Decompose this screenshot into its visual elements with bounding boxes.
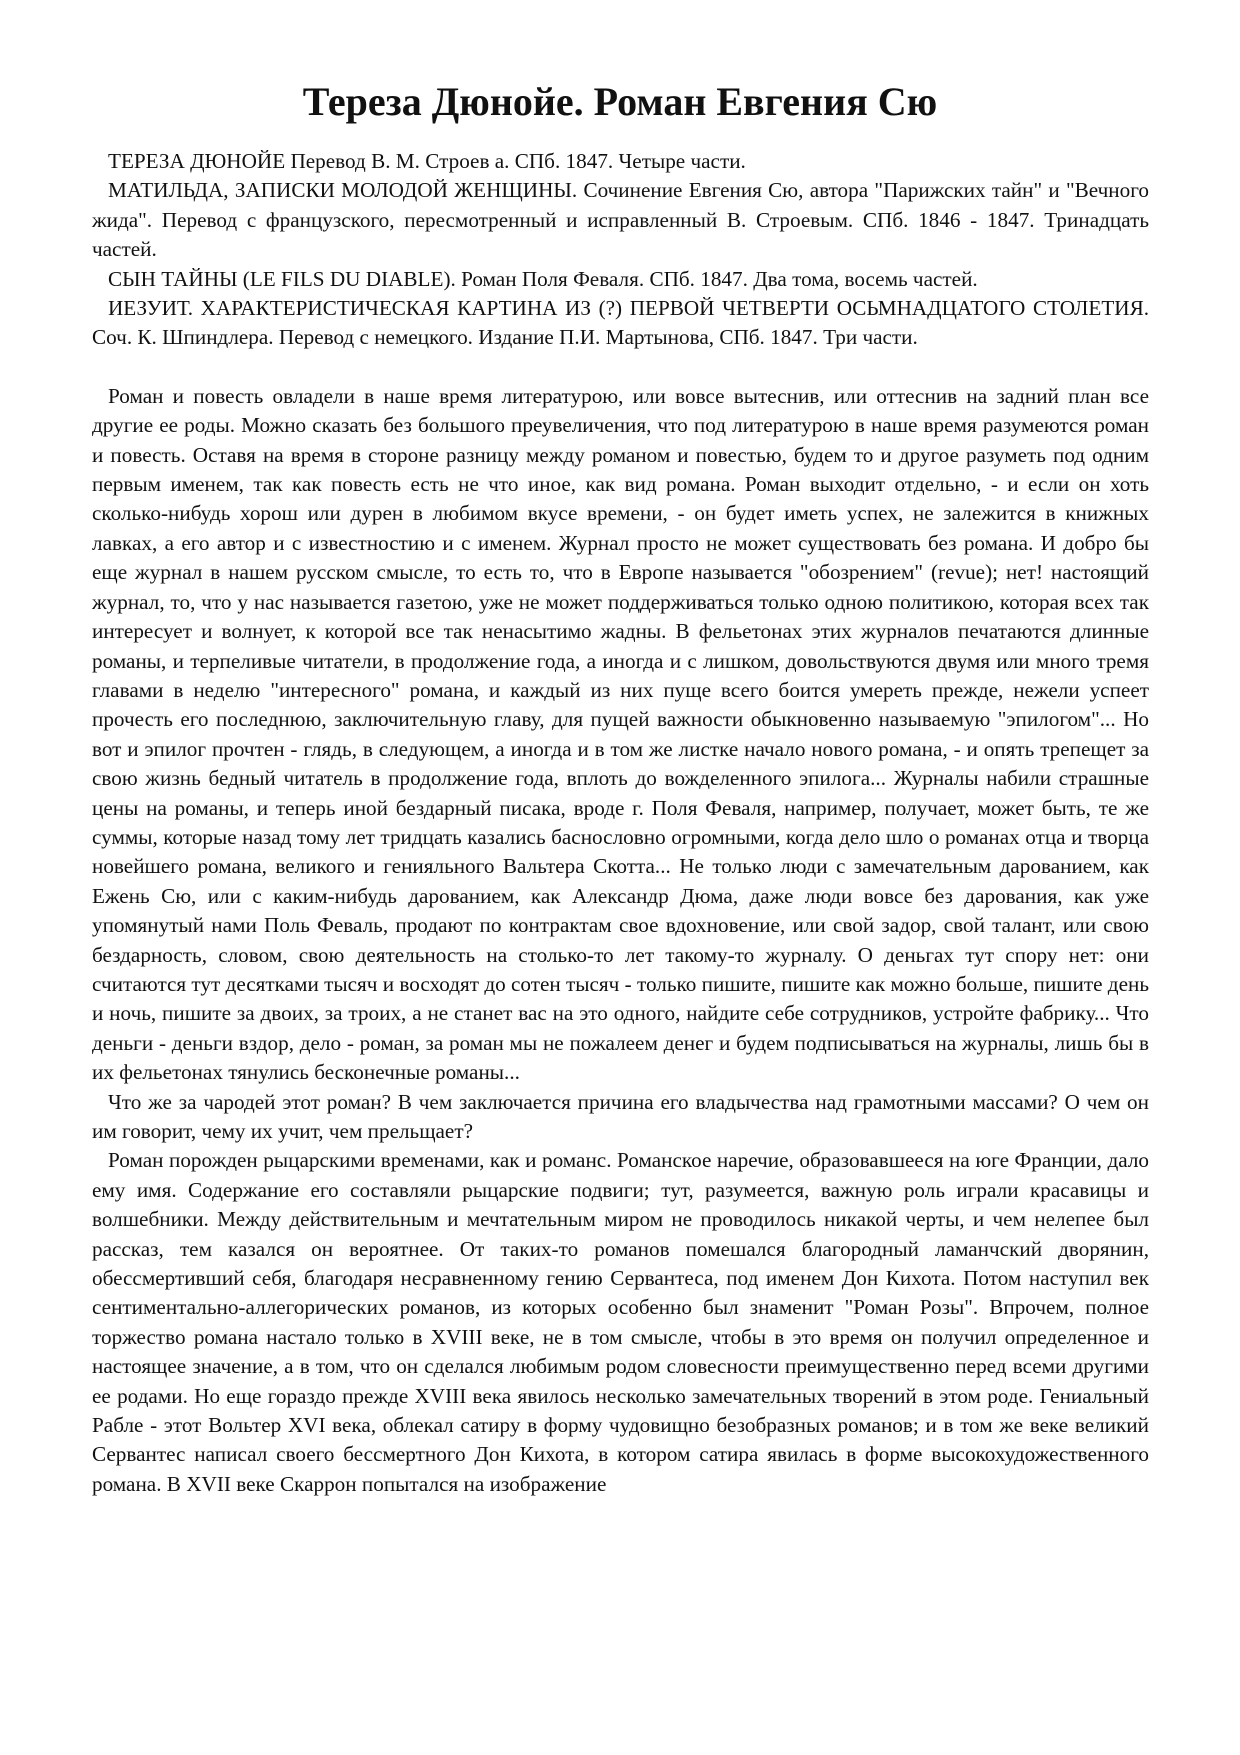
bibliography-entry: ИЕЗУИТ. ХАРАКТЕРИСТИЧЕСКАЯ КАРТИНА ИЗ (?) ПЕРВОЙ ЧЕТВЕРТИ ОСЬМНАДЦАТОГО СТОЛЕТИЯ. Соч. К. Шпиндлера. Перевод с немецкого. Издание П.И. Мартынова, СПб. 1847. Три части. — [92, 296, 1149, 350]
bibliography-entry: МАТИЛЬДА, ЗАПИСКИ МОЛОДОЙ ЖЕНЩИНЫ. Сочинение Евгения Сю, автора "Парижских тайн" и "Вечного жида". Перевод с французского, пересмотренный и исправленный В. Строевым. СПб. 1846 - 1847. Тринадцать частей. — [92, 178, 1149, 262]
article-text — [92, 382, 1149, 1499]
body-paragraph: Роман и повесть овладели в наше время литературою, или вовсе вытеснив, или оттеснив на задний план все другие ее роды. Можно сказать без большого преувеличения, что под литературою в наше время разумеются роман и повесть. Оставя на время в стороне разницу между романом и повестью, будем то и другое разуметь под одним первым именем, так как повесть есть не что иное, как вид романа. Роман выходит отдельно, - и если он хоть сколько-нибудь хорош или дурен в любимом вкусе времени, - он будет иметь успех, не залежится в книжных лавках, а его автор и с известностию и с именем. Журнал просто не может существовать без романа. И добро бы еще журнал в нашем русском смысле, то есть то, что в Европе называется "обозрением" (revue); нет! настоящий журнал, то, что у нас называется газетою, уже не может поддерживаться только одною политикою, которая всех так интересует и волнует, к которой все так ненасытимо жадны. В фельетонах этих журналов печатаются длинные романы, и терпеливые читатели, в продолжение года, а иногда и с лишком, довольствуются двумя или много тремя главами в неделю "интересного" романа, и каждый из них пуще всего боится умереть прежде, нежели успеет прочесть его последнюю, заключительную главу, для пущей важности обыкновенно называемую "эпилогом"... Но вот и эпилог прочтен - глядь, в следующем, а иногда и в том же листке начало нового романа, - и опять трепещет за свою жизнь бедный читатель в продолжение года, вплоть до вожделенного эпилога... Журналы набили страшные цены на романы, и теперь иной бездарный писака, вроде г. Поля Феваля, например, получает, может быть, те же суммы, которые назад тому лет тридцать казались баснословно огромными, когда дело шло о романах отца и творца новейшего романа, великого и генияльного Вальтера Скотта... Не только люди с замечательным дарованием, как Ежень Сю, или с каким-нибудь дарованием, как Александр Дюма, даже люди вовсе без дарования, как уже упомянутый нами Поль Феваль, продают по контрактам свое вдохновение, или свой задор, свой талант, или свою бездарность, словом, свою деятельность на столько-то лет такому-то журналу. О деньгах тут спору нет: они считаются тут десятками тысяч и восходят до сотен тысяч - только пишите, пишите как можно больше, пишите день и ночь, пишите за двоих, за троих, а не станет вас на это одного, найдите себе сотрудников, устройте фабрику... Что деньги - деньги вздор, дело - роман, за роман мы не пожалеем денег и будем подписываться на журналы, лишь бы в их фельетонах тянулись бесконечные романы... — [92, 383, 1149, 1085]
bibliography-list — [92, 147, 1149, 353]
bibliography-entry: ТЕРЕЗА ДЮНОЙЕ Перевод В. М. Строев а. СПб. 1847. Четыре части. — [108, 149, 746, 173]
body-paragraph: Роман порожден рыцарскими временами, как и романс. Романское наречие, образовавшееся на юге Франции, дало ему имя. Содержание его составляли рыцарские подвиги; тут, разумеется, важную роль играли красавицы и волшебники. Между действительным и мечтательным миром не проводилось никакой черты, и чем нелепее был рассказ, тем казался он вероятнее. От таких-то романов помешался благородный ламанчский дворянин, обессмертивший себя, благодаря несравненному гению Сервантеса, под именем Дон Кихота. Потом наступил век сентиментально-аллегорических романов, из которых особенно был знаменит "Роман Розы". Впрочем, полное торжество романа настало только в XVIII веке, не в том смысле, чтобы в это время он получил определенное и настоящее значение, а в том, что он сделался любимым родом словесности преимущественно перед всеми другими ее родами. Но еще гораздо прежде XVIII века явилось несколько замечательных творений в этом роде. Гениальный Рабле - этот Вольтер XVI века, облекал сатиру в форму чудовищно безобразных романов; и в том же веке великий Сервантес написал своего бессмертного Дон Кихота, в котором сатира явилась в форме высокохудожественного романа. В XVII веке Скаррон попытался на изображение — [92, 1148, 1149, 1496]
body-paragraph: Что же за чародей этот роман? В чем заключается причина его владычества над грамотными массами? О чем он им говорит, чему их учит, чем прельщает? — [92, 1089, 1149, 1143]
bibliography-entry: СЫН ТАЙНЫ (LE FILS DU DIABLE). Роман Поля Феваля. СПб. 1847. Два тома, восемь частей. — [108, 266, 978, 291]
page-title: Тереза Дюнойе. Роман Евгения Сю — [302, 79, 938, 124]
article-body — [92, 147, 1149, 1499]
section-gap — [92, 353, 1149, 382]
